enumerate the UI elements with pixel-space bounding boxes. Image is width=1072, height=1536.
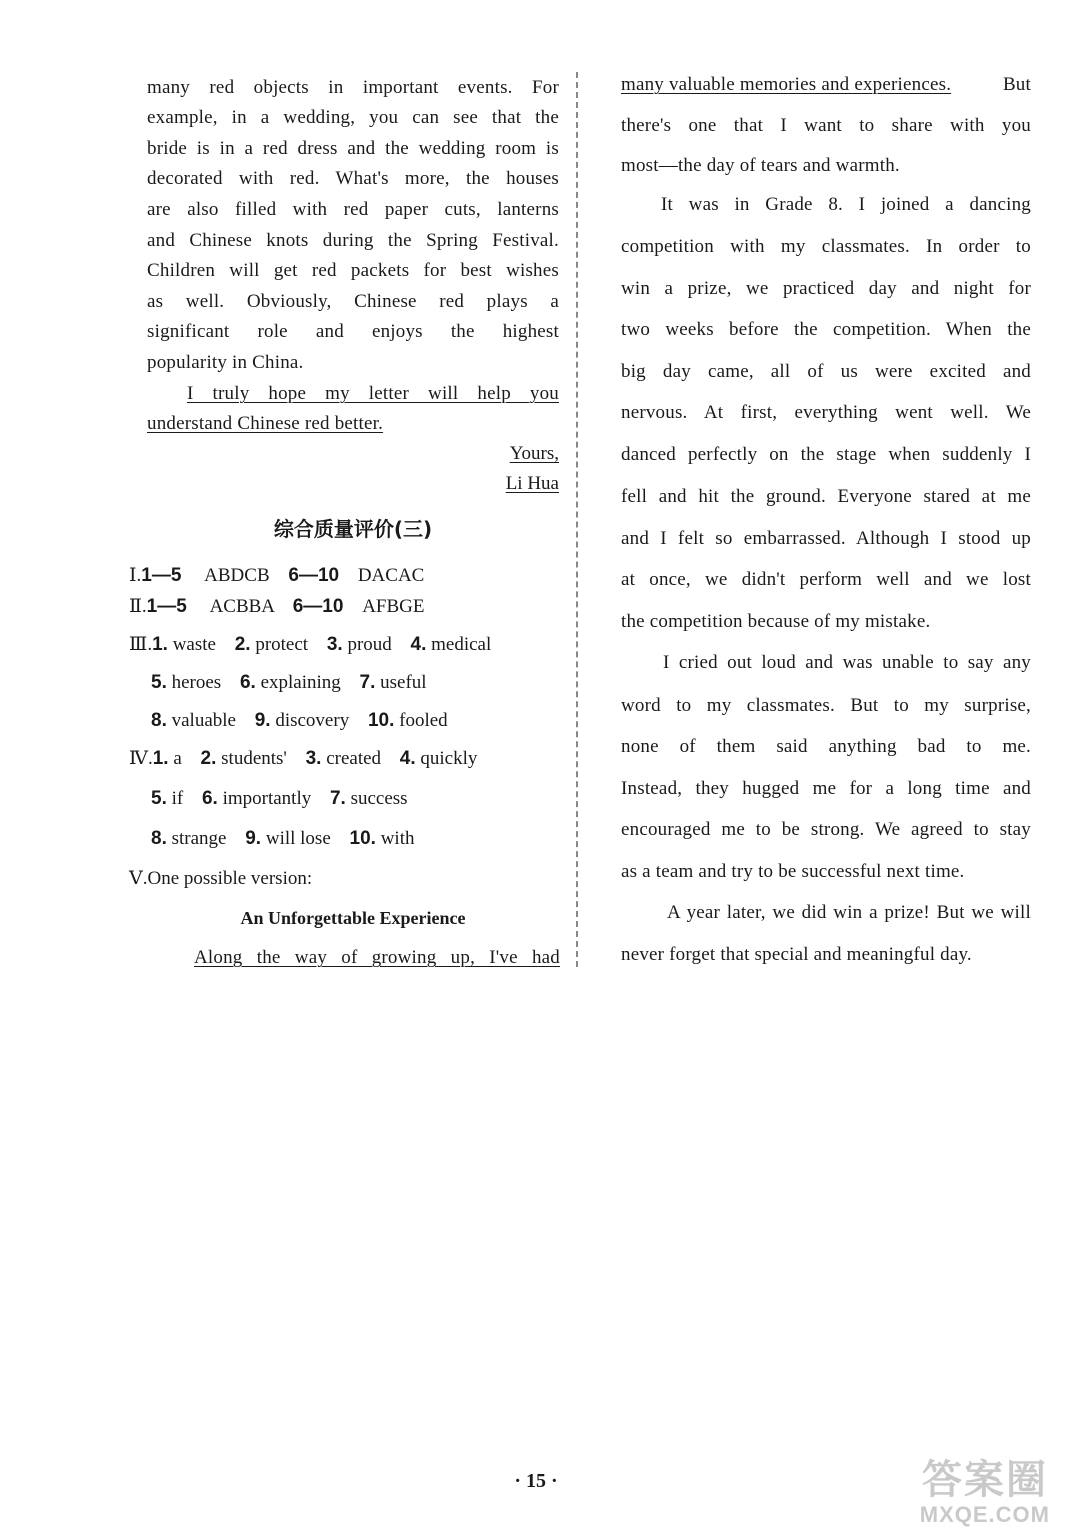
letter-line: are also filled with red paper cuts, lanterns [147, 199, 559, 220]
letter-line: example, in a wedding, you can see that the [147, 107, 559, 128]
essay-line: Instead, they hugged me for a long time and [621, 778, 1031, 799]
letter-line: bride is in a red dress and the wedding room is [147, 138, 559, 159]
essay-line: I cried out loud and was unable to say any [663, 652, 1031, 673]
letter-line: as well. Obviously, Chinese red plays a [147, 291, 559, 312]
essay-line: encouraged me to be strong. We agreed to stay [621, 819, 1031, 840]
essay-first-line: Along the way of growing up, I've had [194, 947, 560, 968]
page-number: · 15 · [514, 1470, 558, 1492]
closing-line: I truly hope my letter will help you [187, 383, 559, 404]
essay-line: A year later, we did win a prize! But we will [667, 902, 1031, 923]
essay-line: danced perfectly on the stage when suddenly I [621, 444, 1031, 465]
essay-line: competition with my classmates. In order to [621, 236, 1031, 257]
essay-line: It was in Grade 8. I joined a dancing [661, 194, 1031, 215]
letter-line: and Chinese knots during the Spring Festival. [147, 230, 559, 251]
essay-line: most—the day of tears and warmth. [621, 155, 900, 176]
part4-row: 5. if 6. importantly 7. success [151, 788, 408, 809]
part5-intro: Ⅴ.One possible version: [129, 868, 313, 889]
essay-line: the competition because of my mistake. [621, 611, 931, 632]
essay-line: never forget that special and meaningful day. [621, 944, 972, 965]
watermark-text: 答案圈 [922, 1458, 1048, 1502]
part4-row: 8. strange 9. will lose 10. with [151, 828, 415, 849]
answer-row: Ⅱ.1—5 ACBBA 6—10 AFBGE [129, 596, 425, 617]
essay-line: word to my classmates. But to my surprise, [621, 695, 1031, 716]
essay-line: win a prize, we practiced day and night for [621, 278, 1031, 299]
essay-line: and I felt so embarrassed. Although I stood up [621, 528, 1031, 549]
essay-line: there's one that I want to share with you [621, 115, 1031, 136]
section-title: 综合质量评价(三) [273, 517, 433, 541]
part3-row: 5. heroes 6. explaining 7. useful [151, 672, 427, 693]
part4-row: Ⅳ.1. a 2. students' 3. created 4. quickly [129, 748, 478, 769]
column-divider [576, 72, 578, 967]
signature: Li Hua [505, 473, 559, 494]
sign-off: Yours, [509, 443, 559, 464]
letter-line: significant role and enjoys the highest [147, 321, 559, 342]
essay-line: nervous. At first, everything went well. We [621, 402, 1031, 423]
essay-title: An Unforgettable Experience [240, 908, 466, 928]
essay-line: many valuable memories and experiences. But [621, 74, 1031, 95]
part3-row: Ⅲ.1. waste 2. protect 3. proud 4. medical [129, 634, 492, 655]
answer-row: Ⅰ.1—5 ABDCB 6—10 DACAC [129, 565, 425, 586]
letter-line: decorated with red. What's more, the houses [147, 168, 559, 189]
letter-line: many red objects in important events. For [147, 77, 559, 98]
letter-line: Children will get red packets for best wishes [147, 260, 559, 281]
letter-line: popularity in China. [147, 352, 304, 373]
essay-line: two weeks before the competition. When the [621, 319, 1031, 340]
essay-line: big day came, all of us were excited and [621, 361, 1031, 382]
closing-line: understand Chinese red better. [147, 413, 384, 434]
essay-line: fell and hit the ground. Everyone stared at me [621, 486, 1031, 507]
essay-line: as a team and try to be successful next time. [621, 861, 965, 882]
watermark-logo [868, 1448, 1058, 1528]
essay-line: none of them said anything bad to me. [621, 736, 1031, 757]
watermark-url: MXQE.COM [919, 1502, 1050, 1527]
essay-line: at once, we didn't perform well and we lost [621, 569, 1031, 590]
part3-row: 8. valuable 9. discovery 10. fooled [151, 710, 448, 731]
